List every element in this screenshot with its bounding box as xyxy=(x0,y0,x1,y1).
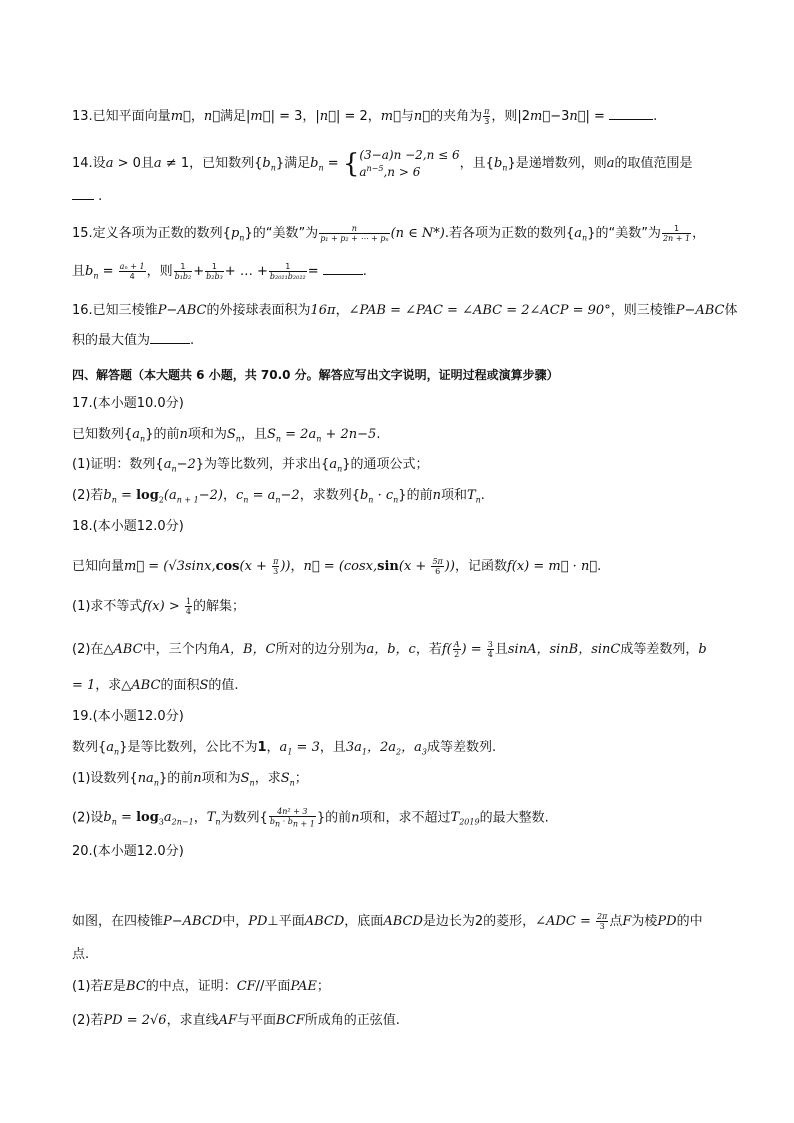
question-19: 数列$\{a_n\}$是等比数列，公比不为1，$a_1 = 3$，且$3a_1$，$2a_2$，$a_3$成等差数列. xyxy=(72,740,497,757)
question-16-line-2: 积的最大值为 . xyxy=(72,333,195,348)
question-18-part-1: (1)求不等式f(x) > $\frac{1}{4}$ 的解集； xyxy=(72,597,245,616)
question-20-part-1: (1)若E是BC的中点，证明：CF//平面PAE； xyxy=(72,979,330,994)
question-19-part-2: (2)设$b_n = \log_3a_{2n-1}$，$T_n$为数列{ $\frac{\text{4n² + 3}}{b_n \cdot b_{n + 1}}$ }的前n项和，求不超过$T_{2019}$的最大整数. xyxy=(72,807,549,829)
question-13: 13.已知平面向量m⃗，n⃗满足|m⃗| = 3，|n⃗| = 2，m⃗与n⃗的夹角为 $\frac{\pi}{3}$ ，则|2m⃗−3n⃗| = . xyxy=(72,107,658,126)
question-18-part-2: (2)在△ABC中，三个内角A，B，C所对的边分别为a，b，c，若f( $\frac{A}{2}$ ) = $\frac{3}{4}$ 且sinA，sinB，sinC成等差数列，b xyxy=(72,640,707,659)
question-18-header: 18.(本小题12.0分) xyxy=(72,519,184,534)
question-19-part-1: (1)设数列$\{na_n\}$的前n项和为$S_n$，求$S_n$； xyxy=(72,771,308,788)
answer-blank xyxy=(609,107,653,120)
question-18: 已知向量m⃗ = (√3sinx,cos(x + $\frac{\pi}{3}$ ))，n⃗ = (cosx,sin(x + $\frac{5\pi}{6}$ ))，记函数f(x) = m⃗ · n⃗. xyxy=(72,557,602,576)
question-20-cont: 点. xyxy=(72,947,90,962)
fraction-beauty-p: $\frac{n}{\text{p₁ + p₂ + ⋯ + pₙ}}$ xyxy=(320,224,389,243)
question-15: 15.定义各项为正数的数列$\{p_n\}$的“美数”为 $\frac{n}{\text{p₁ + p₂ + ⋯ + pₙ}}$ (n ∈ N*).若各项为正数的数列$\{a_n\}$的“美数”为 $\frac{1}{2n + 1}$ ， xyxy=(72,224,706,243)
question-19-header: 19.(本小题12.0分) xyxy=(72,709,184,724)
question-17-header: 17.(本小题10.0分) xyxy=(72,396,184,411)
piecewise-definition: (3−a)n −2,n ≤ 6 $a^{n-5},n > 6$ xyxy=(359,148,460,179)
answer-blank xyxy=(72,187,94,200)
question-16: 16.已知三棱锥P−ABC的外接球表面积为16π，∠PAB = ∠PAC = ∠ABC = 2∠ACP = 90°，则三棱锥P−ABC体 xyxy=(72,303,738,318)
question-20: 如图，在四棱锥P−ABCD中，PD⊥平面ABCD，底面ABCD是边长为2的菱形，∠ADC = $\frac{2\pi}{3}$ 点F为棱PD的中 xyxy=(72,912,703,931)
question-15-line-2: 且$b_n$ = $\frac{\text{aₙ + 1}}{4}$ ，则 $\frac{1}{\text{b₁b₂}}$ + $\frac{1}{\text{b₂b₃}}$ + … + $\frac{1}{\text{b₂₀₂₁b₂₀₂₂}}$ = . xyxy=(72,262,367,281)
fraction-beauty-a: $\frac{1}{2n + 1}$ xyxy=(662,224,691,243)
question-20-header: 20.(本小题12.0分) xyxy=(72,844,184,859)
section-heading: 四、解答题（本大题共 6 小题，共 70.0 分。解答应写出文字说明，证明过程或演算步骤） xyxy=(72,368,559,382)
question-17: 已知数列$\{a_n\}$的前n项和为$S_n$，且$S_n = 2a_n + 2n-5$. xyxy=(72,427,381,444)
fraction-bn: $\frac{\text{aₙ + 1}}{4}$ xyxy=(119,262,145,281)
question-14: 14.设a > 0且a ≠ 1，已知数列$\{b_n\}$满足$b_n$ = { (3−a)n −2,n ≤ 6 $a^{n-5},n > 6$ ，且$\{b_n\}$是递增数列，则a的取值范围是 xyxy=(72,148,693,179)
fraction-pi-over-3: $\frac{\pi}{3}$ xyxy=(484,107,490,126)
vector-m: m⃗ xyxy=(170,109,191,124)
question-20-part-2: (2)若PD = 2√6，求直线AF与平面BCF所成角的正弦值. xyxy=(72,1013,400,1028)
question-14-answer-line: . xyxy=(72,187,102,206)
question-17-part-2: (2)若$b_n = \log_2(a_{n + 1}-2)$，$c_n = a_n-2$，求数列$\{b_n \cdot c_n\}$的前n项和$T_n$. xyxy=(72,488,485,505)
question-17-part-1: (1)证明：数列$\{a_n-2\}$为等比数列，并求出$\{a_n\}$的通项公式； xyxy=(72,457,429,474)
answer-blank xyxy=(323,262,363,275)
answer-blank xyxy=(150,331,190,344)
question-18-part-2-cont: = 1，求△ABC的面积S的值. xyxy=(72,678,239,693)
